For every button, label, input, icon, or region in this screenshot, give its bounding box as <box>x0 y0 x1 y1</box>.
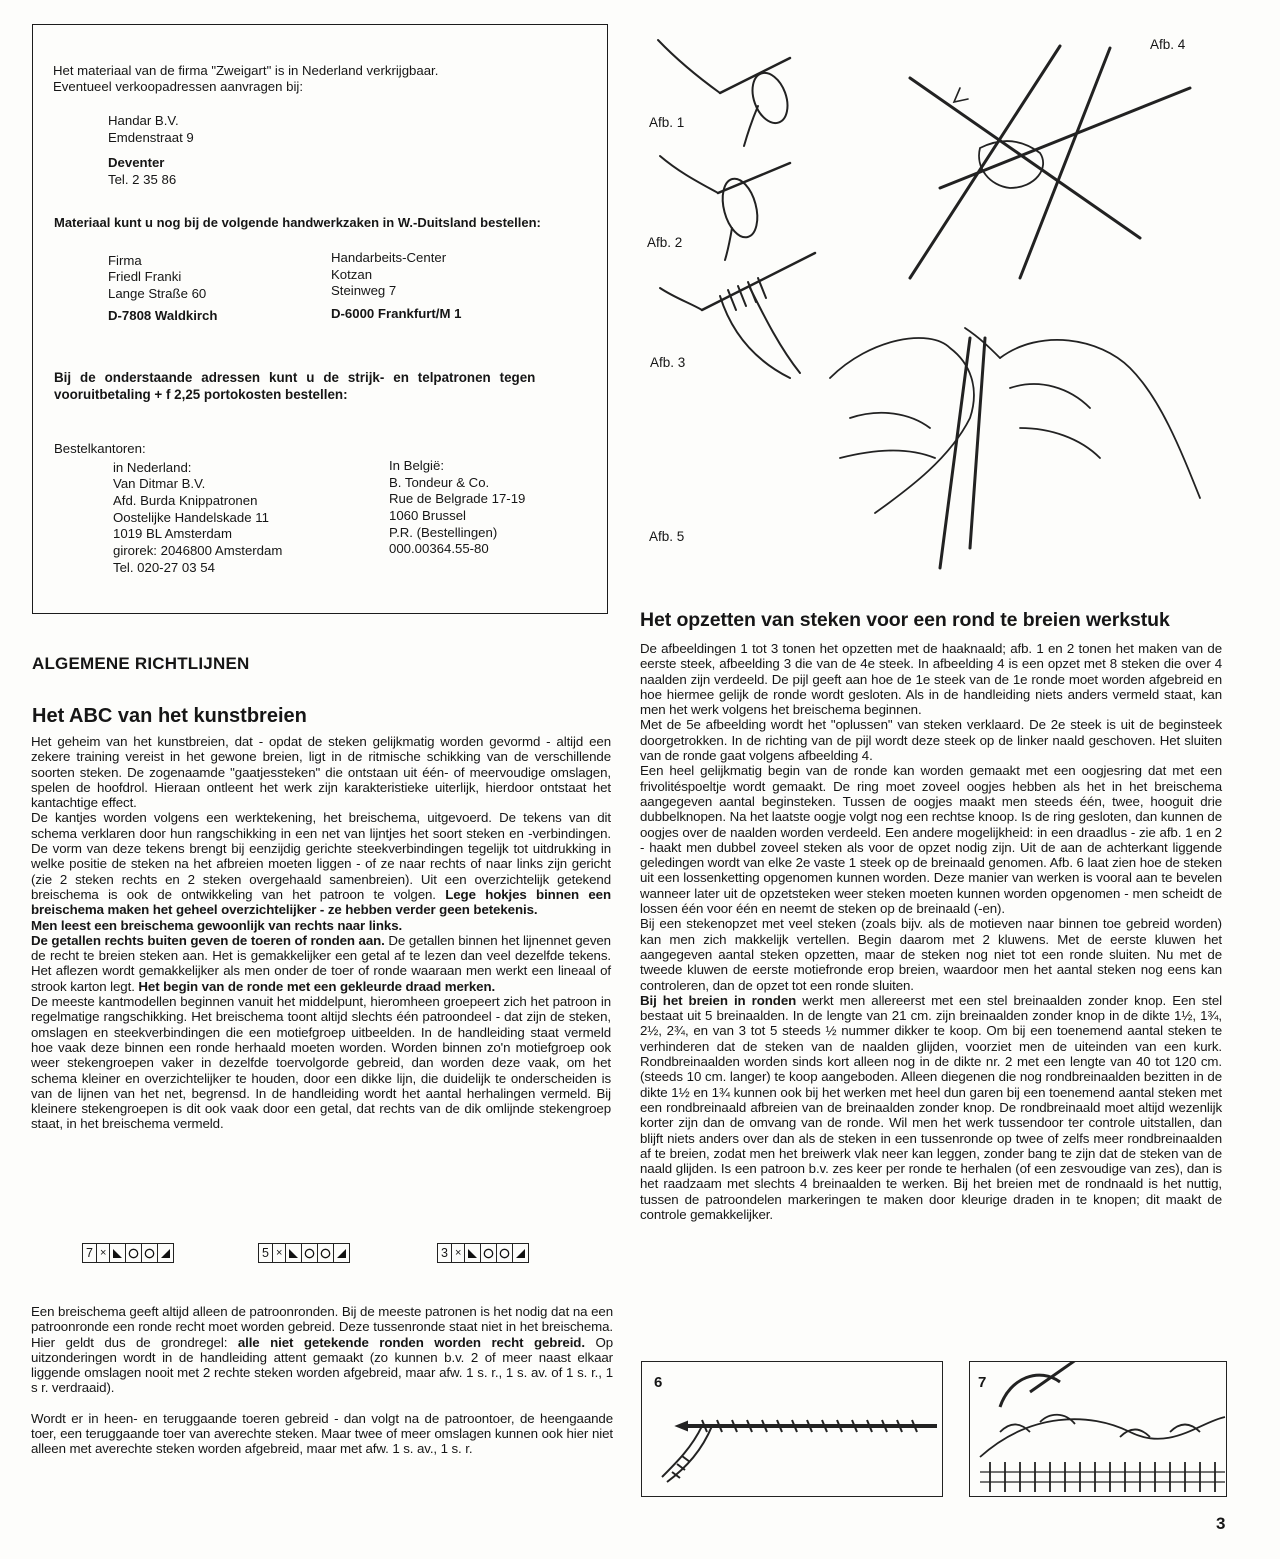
de-shops-heading: Materiaal kunt u nog bij de volgende handwerkzaken in W.-Duitsland bestellen: <box>54 215 541 230</box>
figure-6-frame <box>641 1361 943 1497</box>
schema-count: 7 <box>83 1244 97 1262</box>
paragraph: De meeste kantmodellen beginnen vanuit het middelpunt, hieromheen groepeert zich het patroon in regelmatige rangschikking. Het breischema toont altijd slechts één patroondeel - dat zijn de steken, omslagen en steekverbindingen die een motiefgroep uitbeelden. In de handleiding staat vermeld hoe vaak deze binnen een ronde herhaald moeten worden. Worden binnen zo'n motiefgroep ook weer stekengroepen vaker in dezelfde toervolgorde gebreid, dan worden deze vaak, om het schema kleiner en overzichtelijker te houden, door een dikke lijn, die duidelijk te onderscheiden is van de lijnen van het net, begrensd. In de handleiding wordt het aantal herhalingen vermeld. Bij kleinere stekengroepen is dit ook vaak door een getal, dat rechts van de dik omlijnde stekengroep staat, in het breischema vermeld. <box>31 994 611 1132</box>
nl-supplier-name: Handar B.V. <box>108 113 179 128</box>
schema-count: 5 <box>259 1244 273 1262</box>
right-decrease-symbol-icon <box>333 1244 349 1262</box>
paragraph: Met de 5e afbeelding wordt het "oplussen" van steken verklaard. De 2e steek is uit de beginsteek doorgetrokken. In de richting van de pijl wordt deze steek op de linker naald geschoven. Het sluiten van de ronde gaat volgens afbeelding 4. <box>640 717 1222 764</box>
order-note-line1: Bij de onderstaande adressen kunt u de strijk- en telpatronen tegen <box>54 370 536 385</box>
offices-label: Bestelkantoren: <box>54 441 146 456</box>
office-be-line: 000.00364.55-80 <box>389 541 489 556</box>
paragraph-bold-text: De getallen rechts buiten geven de toeren of ronden aan. <box>31 932 385 948</box>
left-article-body-continued <box>31 1304 613 1457</box>
nl-supplier-city: Deventer <box>108 155 165 170</box>
figure-label-afb2: Afb. 2 <box>647 235 683 250</box>
office-nl-line: 1019 BL Amsterdam <box>113 526 232 541</box>
paragraph <box>31 1304 613 1396</box>
yarn-over-symbol-icon <box>496 1244 512 1262</box>
de-shop2-line4: D-6000 Frankfurt/M 1 <box>331 306 462 321</box>
figure-label-6: 6 <box>654 1374 663 1391</box>
info-intro-line2: Eventueel verkoopadressen aanvragen bij: <box>53 79 303 94</box>
right-article-body <box>640 641 1222 1222</box>
schema-example-1 <box>82 1243 174 1263</box>
office-be-line: Rue de Belgrade 17-19 <box>389 491 526 506</box>
office-nl-line: Afd. Burda Knippatronen <box>113 493 258 508</box>
info-intro-line1: Het materiaal van de firma "Zweigart" is in Nederland verkrijgbaar. <box>53 63 439 78</box>
paragraph-bold-text: Het begin van de ronde met een gekleurde draad merken. <box>138 978 496 994</box>
office-nl-line: Tel. 020-27 03 54 <box>113 560 215 575</box>
paragraph-text: werkt men allereerst met een stel breinaalden zonder knop. Een stel bestaat uit 5 breinaalden. In de lengte van 21 cm. zijn breinaalden zonder knop in de dikte 1½, 1¾, 2½, 2¾, en van 3 tot 5 steeds ½ nummer dikker te koop. Om bij een toenemend aantal steken te verhinderen dat de steken van de naalden glijden, voorziet men de uiteinden van een kurk. Rondbreinaalden worden sinds kort alleen nog in de dikte nr. 2 met een lengte van 40 tot 120 cm. (steeds 10 cm. langer) te koop aangeboden. Alleen diegenen die nog rondbreinaalden bezitten in de dikte 1½ en 1¾ kunnen ook bij het werken met heel dun garen bij een toenemend aantal steken met een rondbreinaald afbreien van de breinaalden zonder knop. De rondbreinaald moet altijd wezenlijk korter zijn dan de omvang van de ronde. Wil men het werk tussendoor ter controle uitstallen, dan blijft niets anders over dan als de steken in een tussenronde op twee of zelfs meer rondbreinaalden af te breien, zodat men het breiwerk vlak neer kan leggen, zonder bang te zijn dat de steken van de naald glijden. Is een patroon b.v. zes keer per ronde te herhalen (of een zesvoudige van zes), dan is het raadzaam met slechts 4 breinaalden te werken. Bij het breien met de rondnaald is het nuttig, tussen de patroondelen markeringen te maken door kleurige draden in te knopen; dit maakt de controle gemakkelijker. <box>640 992 1222 1222</box>
paragraph-bold-text: alle niet getekende ronden worden recht gebreid. <box>237 1334 585 1350</box>
info-box <box>32 24 608 614</box>
paragraph: Bij een stekenopzet met veel steken (zoals bijv. als de motieven naar binnen toe gebreid worden) kan men zich makkelijk vertellen. Begin daarom met 2 kluwens. Met de eerste kluwen het aangegeven aantal steken opzetten, maar de steken nog niet tot een ronde sluiten. Nu met de tweede kluwen de eerste motiefronde erop breien, waardoor men het aantal steken nog eens kan controleren, dan de opzet tot een ronde sluiten. <box>640 916 1222 993</box>
left-decrease-symbol-icon <box>109 1244 125 1262</box>
section-title: ALGEMENE RICHTLIJNEN <box>32 654 250 673</box>
paragraph-bold-text: Lege hokjes binnen een breischema maken het geheel overzichtelijker - ze hebben verder geen betekenis. <box>31 886 611 918</box>
schema-example-2 <box>258 1243 350 1263</box>
de-shop2-line2: Kotzan <box>331 267 373 282</box>
schema-times: × <box>99 1247 107 1259</box>
order-note-line2: vooruitbetaling + f 2,25 portokosten bestellen: <box>54 387 348 402</box>
office-nl-line: Van Ditmar B.V. <box>113 476 206 491</box>
afb1-illustration <box>658 40 794 146</box>
paragraph: De afbeeldingen 1 tot 3 tonen het opzetten met de haaknaald; afb. 1 en 2 tonen het maken van de eerste steek, afbeelding 3 die van de 4e steek. In afbeelding 4 is een opzet met 8 steken die over 4 naalden zijn verdeeld. De pijl geeft aan hoe de 1e steek van de 1e ronde moet worden afgebreid en hoe hiermee gelijk de ronde wordt gesloten. Als in de handleiding niets anders vermeld staat, kan men het werk volgens het breischema beginnen. <box>640 641 1222 718</box>
schema-times: × <box>275 1247 283 1259</box>
de-shop2-line3: Steinweg 7 <box>331 283 397 298</box>
de-shop1-line3: Lange Straße 60 <box>108 286 207 301</box>
de-shop2-line1: Handarbeits-Center <box>331 250 447 265</box>
right-article-title: Het opzetten van steken voor een rond te breien werkstuk <box>640 609 1170 631</box>
left-decrease-symbol-icon <box>285 1244 301 1262</box>
nl-supplier-street: Emdenstraat 9 <box>108 130 194 145</box>
office-be-line: 1060 Brussel <box>389 508 466 523</box>
right-decrease-symbol-icon <box>512 1244 528 1262</box>
schema-example-3 <box>437 1243 529 1263</box>
paragraph-bold-text: Bij het breien in ronden <box>640 992 797 1008</box>
office-be-line: P.R. (Bestellingen) <box>389 525 498 540</box>
paragraph-text: De getallen binnen het lijnennet geven de recht te breien steken aan. Het is gemakkelijker een getal af te lezen dan veel dezelfde tekens. Het aflezen wordt gemakkelijker als men onder de toer of ronde waaraan men werkt een lineaal of strook karton legt. <box>31 932 611 994</box>
left-decrease-symbol-icon <box>464 1244 480 1262</box>
paragraph-text: Een breischema geeft altijd alleen de patroonronden. Bij de meeste patronen is het nodig dat na een patroonronde een ronde recht moet worden gebreid. Deze tussenronde staat niet in het breischema. Hier geldt dus de grondregel: <box>31 1304 613 1350</box>
schema-count: 3 <box>438 1244 452 1262</box>
office-nl-line: girorek: 2046800 Amsterdam <box>113 543 283 558</box>
page-number: 3 <box>1216 1514 1226 1533</box>
office-be-line: In België: <box>389 458 444 473</box>
office-nl-line: in Nederland: <box>113 460 192 475</box>
paragraph <box>640 993 1222 1222</box>
paragraph <box>31 933 611 994</box>
paragraph: Men leest een breischema gewoonlijk van rechts naar links. <box>31 917 403 933</box>
afb4-illustration <box>910 46 1190 278</box>
left-article-body <box>31 734 611 1132</box>
figure-label-7: 7 <box>978 1374 987 1391</box>
yarn-over-symbol-icon <box>480 1244 496 1262</box>
paragraph-text: Op uitzonderingen wordt in de handleiding attent gemaakt (zo kunnen b.v. 2 of meer naast elkaar liggende omslagen nooit met 2 rechte steken worden afgebreid, maar afw. 1 s. r., 1 s. av. of 1 s. r., 1 s r. verdraaid). <box>31 1334 613 1396</box>
crochet-chain-illustration <box>642 1362 942 1496</box>
knitting-illustrations <box>640 28 1260 588</box>
nl-supplier-phone: Tel. 2 35 86 <box>108 172 177 187</box>
figure-label-afb4: Afb. 4 <box>1150 37 1186 52</box>
de-shop1-line4: D-7808 Waldkirch <box>108 308 218 323</box>
article-title: Het ABC van het kunstbreien <box>32 705 307 727</box>
office-be-line: B. Tondeur & Co. <box>389 475 490 490</box>
figure-7-frame <box>969 1361 1227 1497</box>
paragraph <box>31 810 611 917</box>
yarn-over-symbol-icon <box>317 1244 333 1262</box>
yarn-over-symbol-icon <box>301 1244 317 1262</box>
yarn-over-symbol-icon <box>125 1244 141 1262</box>
figure-label-afb3: Afb. 3 <box>650 355 686 370</box>
knitted-fabric-illustration <box>970 1362 1226 1496</box>
afb5-illustration <box>830 328 1200 568</box>
paragraph-text: De kantjes worden volgens een werktekening, het breischema, uitgevoerd. De tekens van dit schema verklaren door hun rangschikking in een net van lijntjes het soort steken en -verbindingen. De vorm van deze tekens brengt bij eenzijdig gerichte steekverbindingen tegelijk tot uitdrukking in welke positie de steken na het afbreien moeten liggen - of ze naar rechts of naar links zijn gericht (zie 2 steken rechts en 2 steken overgehaald samenbreien). Uit een overzichtelijk getekend breischema is ook de ontwikkeling van het patroon te volgen. <box>31 810 611 902</box>
schema-times: × <box>454 1247 462 1259</box>
paragraph: Het geheim van het kunstbreien, dat - opdat de steken gelijkmatig worden gevormd - altijd een zekere training vereist in het gewone breien, ligt in de ritmische schikking van de verschillende soorten steken. De zogenaamde "gaatjessteken" die ontstaan uit één- of meervoudige omslagen, spelen de hoofdrol. Hieraan ontleent het werk zijn karakteristieke uiterlijk, hierdoor ontstaat het kantachtige effect. <box>31 734 611 811</box>
de-shop1-line1: Firma <box>108 253 142 268</box>
figure-label-afb1: Afb. 1 <box>649 115 685 130</box>
yarn-over-symbol-icon <box>141 1244 157 1262</box>
paragraph: Wordt er in heen- en teruggaande toeren gebreid - dan volgt na de patroontoer, de heengaande toer, een teruggaande toer van averechte steken. Maar twee of meer omslagen kunnen ook hier niet alleen met averechte steken worden afgebreid, maar met afw. 1 s. av., 1 s. r. <box>31 1410 613 1457</box>
office-nl-line: Oostelijke Handelskade 11 <box>113 510 269 525</box>
figure-label-afb5: Afb. 5 <box>649 529 685 544</box>
de-shop1-line2: Friedl Franki <box>108 269 182 284</box>
paragraph: Een heel gelijkmatig begin van de ronde kan worden gemaakt met een oogjesring dat met een frivolitéspoeltje wordt gemaakt. De ring moet zoveel oogjes hebben als het in het breischema aangegeven aantal beginsteken. Tussen de oogjes maakt men steeds één, twee, hooguit drie dubbelknopen. Na het laatste oogje volgt nog een rechtse knoop. Is de ring gesloten, dan kunnen de oogjes over de naalden worden verdeeld. Een andere mogelijkheid: in een draadlus - zie afb. 1 en 2 - haakt men dubbel zoveel steken als voor de opzet nodig zijn. Uit de aan de achterkant liggende geledingen wordt van elke 2e vaste 1 steek op de breinaald genomen. Afb. 6 laat zien hoe de steken uit een lossenketting opgenomen kunnen worden. Deze manier van werken is vooral aan te bevelen wanneer later uit de opzetsteken weer steken moeten kunnen worden opgenomen - men scheidt de lossen één voor één en neemt de steken op de breinaald (-en). <box>640 763 1222 917</box>
right-decrease-symbol-icon <box>157 1244 173 1262</box>
